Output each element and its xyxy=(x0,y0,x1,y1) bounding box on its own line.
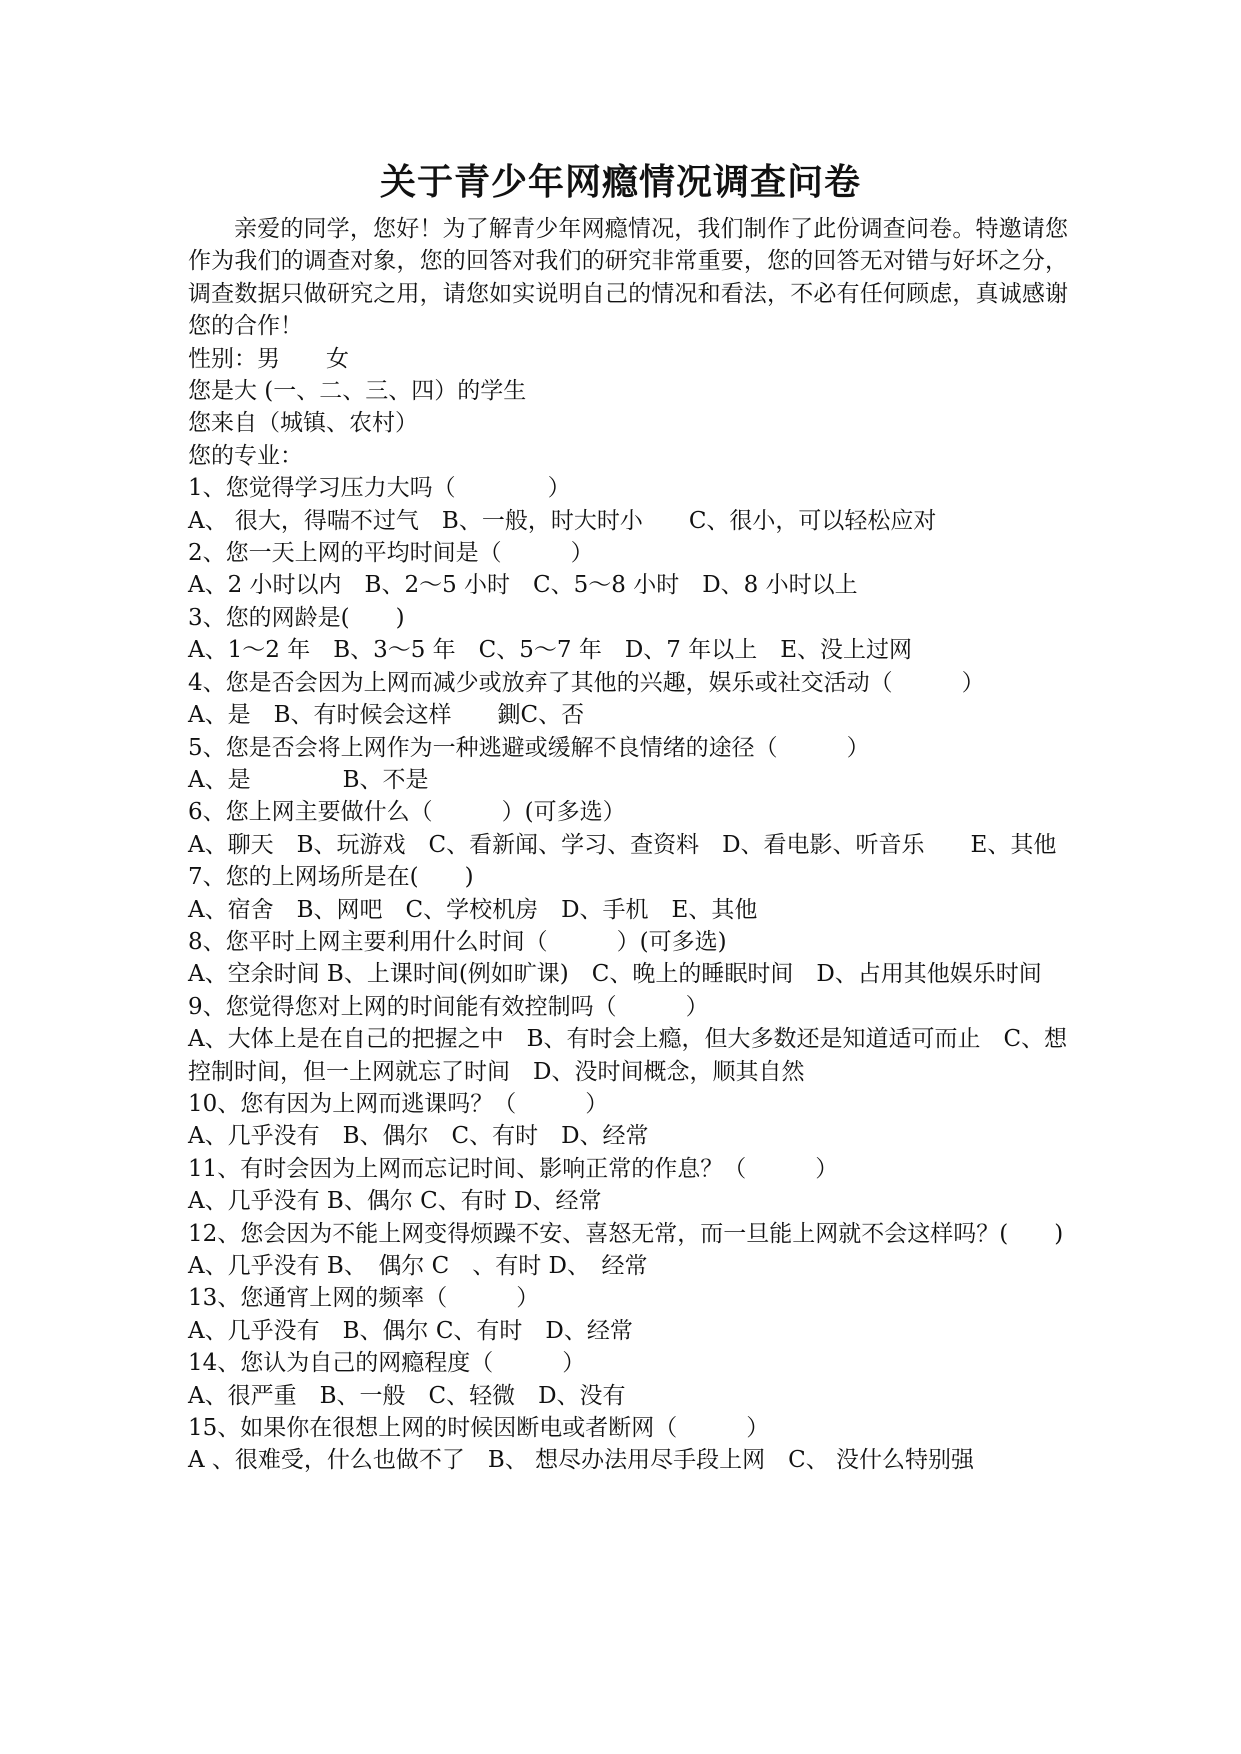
answer-options-8: A、空余时间 B、上课时间(例如旷课) C、晚上的睡眠时间 D、占用其他娱乐时间 xyxy=(188,961,1042,988)
question-7: 7、您的上网场所是在( ) xyxy=(188,864,474,891)
grade-field: 您是大 (一、二、三、四）的学生 xyxy=(188,378,527,405)
answer-options-1: A、 很大，得喘不过气 B、一般，时大时小 C、很小，可以轻松应对 xyxy=(188,507,937,534)
intro-paragraph: 亲爱的同学，您好！为了解青少年网瘾情况，我们制作了此份调查问卷。特邀请您作为我们的调查对象，您的回答对我们的研究非常重要，您的回答无对错与好坏之分，调查数据只做研究之用，请您如实说明自己的情况和看法，不必有任何顾虑，真诚感谢您的合作！ xyxy=(188,216,1068,340)
answer-options-14: A、很严重 B、一般 C、轻微 D、没有 xyxy=(188,1382,626,1409)
questionnaire-body xyxy=(188,213,1068,1477)
answer-options-9: A、大体上是在自己的把握之中 B、有时会上瘾，但大多数还是知道适可而止 C、想控制时间，但一上网就忘了时间 D、没时间概念，顺其自然 xyxy=(188,1026,1068,1085)
question-3: 3、您的网龄是( ) xyxy=(188,604,405,631)
answer-options-15: A 、很难受，什么也做不了 B、 想尽办法用尽手段上网 C、 没什么特别强 xyxy=(188,1447,975,1474)
question-8: 8、您平时上网主要利用什么时间（ ）(可多选) xyxy=(188,928,727,955)
question-2: 2、您一天上网的平均时间是（ ） xyxy=(188,540,594,567)
answer-options-3: A、1～2 年 B、3～5 年 C、5～7 年 D、7 年以上 E、没上过网 xyxy=(188,637,913,664)
answer-options-13: A、几乎没有 B、偶尔 C、有时 D、经常 xyxy=(188,1317,633,1344)
answer-options-6: A、聊天 B、玩游戏 C、看新闻、学习、查资料 D、看电影、听音乐 E、其他 xyxy=(188,831,1057,858)
answer-options-2: A、2 小时以内 B、2～5 小时 C、5～8 小时 D、8 小时以上 xyxy=(188,572,858,599)
question-13: 13、您通宵上网的频率（ ） xyxy=(188,1285,540,1312)
answer-options-10: A、几乎没有 B、偶尔 C、有时 D、经常 xyxy=(188,1123,649,1150)
question-15: 15、如果你在很想上网的时候因断电或者断网（ ） xyxy=(188,1415,770,1442)
question-5: 5、您是否会将上网作为一种逃避或缓解不良情绪的途径（ ） xyxy=(188,734,870,761)
question-9: 9、您觉得您对上网的时间能有效控制吗（ ） xyxy=(188,993,709,1020)
gender-field: 性别：男 女 xyxy=(188,345,349,372)
question-1: 1、您觉得学习压力大吗（ ） xyxy=(188,475,571,502)
question-4: 4、您是否会因为上网而减少或放弃了其他的兴趣，娱乐或社交活动（ ） xyxy=(188,669,985,696)
question-11: 11、有时会因为上网而忘记时间、影响正常的作息？（ ） xyxy=(188,1155,839,1182)
answer-options-4: A、是 B、有时候会这样 鍘C、否 xyxy=(188,702,585,729)
answer-options-7: A、宿舍 B、网吧 C、学校机房 D、手机 E、其他 xyxy=(188,896,758,923)
page-title: 关于青少年网瘾情况调查问卷 xyxy=(379,161,861,203)
question-12: 12、您会因为不能上网变得烦躁不安、喜怒无常，而一旦能上网就不会这样吗？( ) xyxy=(188,1220,1064,1247)
answer-options-11: A、几乎没有 B、偶尔 C、有时 D、经常 xyxy=(188,1188,602,1215)
answer-options-12: A、几乎没有 B、 偶尔 C 、有时 D、 经常 xyxy=(188,1253,648,1279)
question-14: 14、您认为自己的网瘾程度（ ） xyxy=(188,1350,586,1377)
origin-field: 您来自（城镇、农村） xyxy=(188,410,418,437)
answer-options-5: A、是 B、不是 xyxy=(188,766,429,793)
question-10: 10、您有因为上网而逃课吗？（ ） xyxy=(188,1090,609,1117)
question-6: 6、您上网主要做什么（ ）(可多选） xyxy=(188,799,626,826)
major-field: 您的专业： xyxy=(188,442,303,469)
